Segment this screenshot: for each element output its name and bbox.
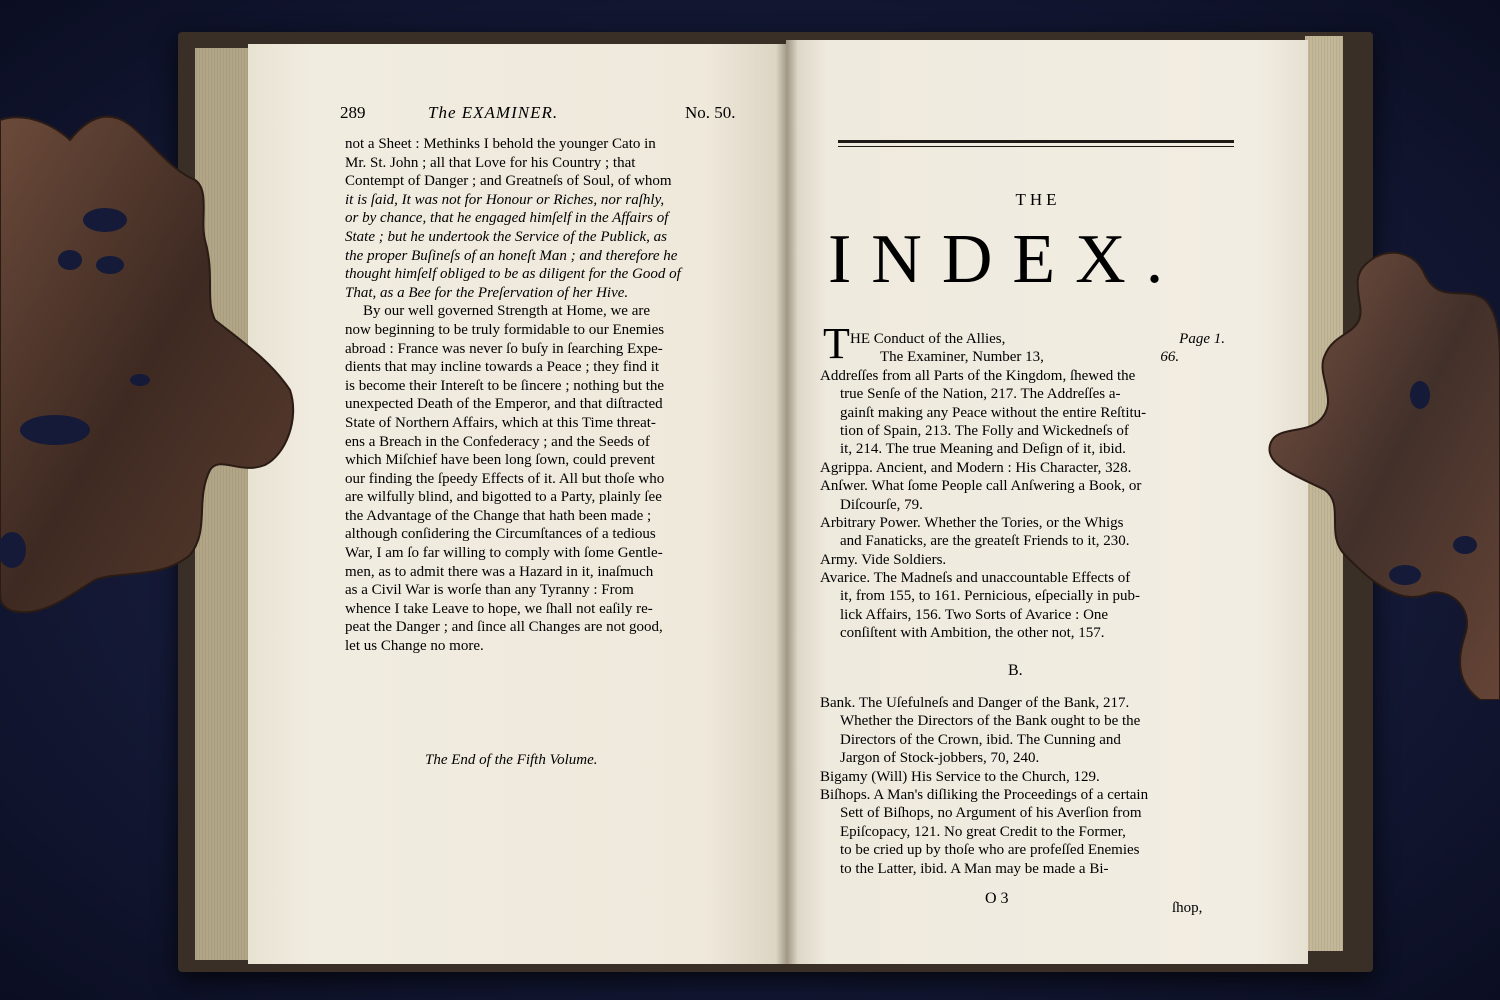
- page-number: 289: [340, 103, 366, 122]
- index-entry: [820, 823, 1225, 841]
- text-line: peat the Danger ; and ſince all Changes are not good,: [345, 619, 663, 636]
- index-entry: [820, 422, 1225, 440]
- index-entry-text: Bigamy (Will) His Service to the Church, 129.: [820, 768, 1100, 785]
- index-entry: [820, 477, 1225, 495]
- index-entry-text: Diſcourſe, 79.: [840, 496, 923, 513]
- book-gutter: [776, 38, 798, 966]
- index-entry-text: Army. Vide Soldiers.: [820, 551, 947, 568]
- top-rule-thin: [838, 146, 1234, 147]
- text-line: is become their Intereſt to be ſincere ; nothing but the: [345, 377, 665, 394]
- index-entry: [820, 731, 1225, 749]
- index-entry-text: Epiſcopacy, 121. No great Credit to the Former,: [840, 823, 1126, 840]
- index-entry-text: HE Conduct of the Allies,: [850, 331, 1006, 347]
- text-line: our finding the ſpeedy Effects of it. All but thoſe who: [345, 470, 665, 487]
- index-entry: [820, 587, 1225, 605]
- top-rule: [838, 140, 1234, 143]
- index-entry-text: Bank. The Uſefulneſs and Danger of the Bank, 217.: [820, 695, 1130, 711]
- index-entry: [820, 459, 1225, 477]
- index-entry: [820, 496, 1225, 514]
- index-entry-text: it, 214. The true Meaning and Deſign of it, ibid.: [840, 441, 1126, 458]
- text-line: thought himſelf obliged to be as diligent for the Good of: [345, 266, 681, 283]
- index-section-a: [820, 330, 1225, 643]
- text-line: Mr. St. John ; all that Love for his Country ; that: [345, 154, 636, 171]
- index-entry-text: and Fanaticks, are the greateſt Friends to it, 230.: [840, 533, 1130, 550]
- index-entry-text: lick Affairs, 156. Two Sorts of Avarice : One: [840, 606, 1109, 623]
- index-entry: [820, 532, 1225, 550]
- text-line: That, as a Bee for the Preſervation of her Hive.: [345, 284, 629, 301]
- index-entry: [820, 749, 1225, 767]
- text-line: State ; but he undertook the Service of the Publick, as: [345, 228, 667, 245]
- text-line: men, as to admit there was a Hazard in it, inaſmuch: [345, 563, 654, 580]
- index-title: INDEX.: [828, 221, 1184, 298]
- text-line: are wilfully blind, and bigotted to a Party, plainly ſee: [345, 489, 662, 506]
- left-page-text: [345, 135, 745, 656]
- text-line: it is ſaid, It was not for Honour or Riches, nor raſhly,: [345, 191, 665, 208]
- index-entry: [820, 860, 1225, 878]
- text-line: State of Northern Affairs, which at this Time threat-: [345, 414, 656, 431]
- text-line: Contempt of Danger ; and Greatneſs of Soul, of whom: [345, 173, 672, 190]
- index-entry: [820, 551, 1225, 569]
- text-line: abroad : France was never ſo buſy in ſearching Expe-: [345, 340, 663, 357]
- index-entry: [820, 330, 1225, 348]
- text-line: War, I am ſo far willing to comply with ſome Gentle-: [345, 545, 663, 562]
- index-entry-text: Anſwer. What ſome People call Anſwering a Book, or: [820, 478, 1142, 495]
- index-entry-text: Sett of Biſhops, no Argument of his Averſion from: [840, 805, 1142, 822]
- index-entry: [820, 768, 1225, 786]
- index-entry: [820, 624, 1225, 642]
- index-entry-text: tion of Spain, 213. The Folly and Wickedneſs of: [840, 422, 1129, 439]
- text-line: the Advantage of the Change that hath been made ;: [345, 507, 652, 524]
- running-head: [340, 103, 750, 127]
- index-entry-text: Whether the Directors of the Bank ought to be the: [840, 713, 1141, 730]
- index-entry: [820, 404, 1225, 422]
- text-line: the proper Buſineſs of an honeſt Man ; and therefore he: [345, 247, 678, 264]
- index-entry: [820, 440, 1225, 458]
- index-entry: [820, 804, 1225, 822]
- issue-number: No. 50.: [685, 103, 736, 122]
- text-line: ens a Breach in the Confederacy ; and the Seeds of: [345, 433, 650, 450]
- index-entry: [820, 569, 1225, 587]
- section-b-heading: B.: [1008, 662, 1023, 679]
- text-line: or by chance, that he engaged himſelf in the Affairs of: [345, 210, 669, 227]
- text-line: although conſidering the Circumſtances of a tedious: [345, 526, 656, 543]
- text-line: now beginning to be truly formidable to our Enemies: [345, 321, 665, 338]
- text-line: as a Civil War is worſe than any Tyranny : From: [345, 582, 634, 599]
- index-entry-text: to the Latter, ibid. A Man may be made a Bi-: [840, 860, 1109, 877]
- index-entry: [820, 694, 1225, 712]
- index-page-ref: Page 1.: [1179, 331, 1225, 347]
- drop-cap: T: [823, 319, 850, 368]
- running-title: The EXAMINER.: [428, 103, 559, 122]
- right-page-weight: [1265, 245, 1500, 700]
- index-entry: [820, 841, 1225, 859]
- index-entry: [820, 514, 1225, 532]
- index-entry-text: Directors of the Crown, ibid. The Cunning and: [840, 731, 1121, 748]
- index-entry-text: Arbitrary Power. Whether the Tories, or the Whigs: [820, 514, 1124, 531]
- index-page-ref: 66.: [1160, 349, 1180, 366]
- index-entry: [820, 348, 1225, 366]
- index-entry-text: gainſt making any Peace without the entire Reſtitu-: [840, 404, 1147, 421]
- index-entry: [820, 606, 1225, 624]
- index-entry-text: The Examiner, Number 13,: [880, 349, 1044, 366]
- index-section-b: [820, 694, 1225, 878]
- index-entry-text: conſiſtent with Ambition, the other not, 157.: [840, 625, 1105, 642]
- signature-mark: O 3: [985, 890, 1009, 907]
- index-entry: [820, 385, 1225, 403]
- text-line: let us Change no more.: [345, 638, 484, 655]
- text-line: not a Sheet : Methinks I behold the younger Cato in: [345, 136, 656, 152]
- index-entry-text: Jargon of Stock-jobbers, 70, 240.: [840, 750, 1040, 767]
- index-entry-text: Agrippa. Ancient, and Modern : His Character, 328.: [820, 459, 1132, 476]
- index-entry-text: it, from 155, to 161. Pernicious, eſpecially in pub-: [840, 588, 1140, 605]
- catchword: ſhop,: [1172, 900, 1203, 916]
- left-page-weight: [0, 110, 300, 630]
- text-line: unexpected Death of the Emperor, and that diſtracted: [345, 396, 663, 413]
- index-entry-text: Biſhops. A Man's diſliking the Proceedings of a certain: [820, 786, 1149, 803]
- index-entry-text: Addreſſes from all Parts of the Kingdom, ſhewed the: [820, 367, 1136, 384]
- index-the: THE: [1015, 190, 1061, 209]
- index-entry: [820, 712, 1225, 730]
- text-line: whence I take Leave to hope, we ſhall not eaſily re-: [345, 600, 653, 617]
- index-entry-text: Avarice. The Madneſs and unaccountable Effects of: [820, 570, 1131, 587]
- text-line: dients that may incline towards a Peace ; they find it: [345, 359, 660, 376]
- text-line: which Miſchief have been long ſown, could prevent: [345, 452, 655, 469]
- index-entry-text: true Senſe of the Nation, 217. The Addreſſes a-: [840, 386, 1121, 403]
- index-entry: [820, 786, 1225, 804]
- index-entry-text: to be cried up by thoſe who are profeſſed Enemies: [840, 842, 1140, 859]
- end-of-volume-note: The End of the Fifth Volume.: [425, 752, 598, 768]
- index-entry: [820, 367, 1225, 385]
- text-line: By our well governed Strength at Home, we are: [363, 303, 650, 320]
